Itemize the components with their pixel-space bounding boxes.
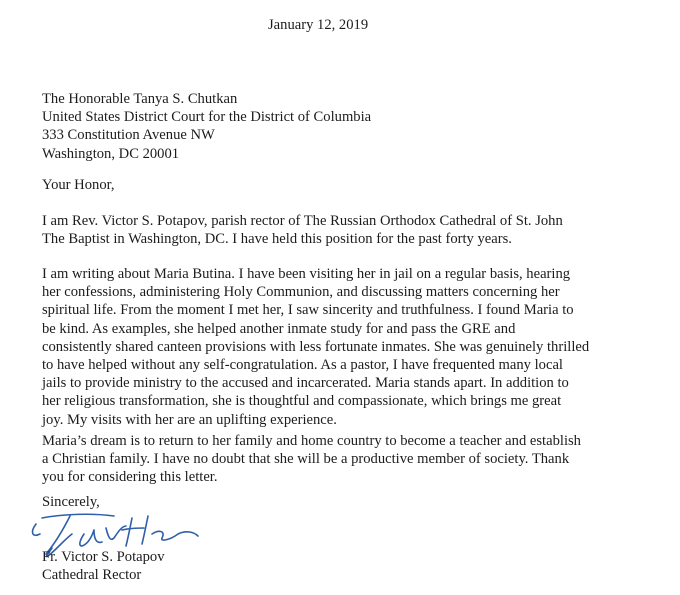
paragraph-line: I am writing about Maria Butina. I have been visiting her in jail on a regular basis, hearing: [42, 266, 571, 282]
paragraph-line: be kind. As examples, she helped another inmate study for and pass the GRE and: [42, 320, 516, 337]
paragraph-line: Maria’s dream is to return to her family and home country to become a teacher and establish: [42, 433, 581, 449]
letter-date: January 12, 2019: [268, 17, 369, 33]
closing: Sincerely,: [42, 494, 100, 510]
paragraph-line: her confessions, administering Holy Communion, and discussing matters concerning her: [42, 284, 560, 301]
paragraph-line: you for considering this letter.: [42, 469, 218, 486]
body-paragraph-3: [42, 432, 652, 487]
paragraph-line: to have helped without any self-congratulation. As a pastor, I have frequented many local: [42, 357, 563, 374]
recipient-line: 333 Constitution Avenue NW: [42, 127, 215, 144]
paragraph-line: consistently shared canteen provisions with less fortunate inmates. She was genuinely thrilled: [42, 338, 590, 355]
paragraph-line: spiritual life. From the moment I met her, I saw sincerity and truthfulness. I found Maria to: [42, 302, 574, 319]
recipient-line: The Honorable Tanya S. Chutkan: [42, 91, 238, 107]
recipient-line: Washington, DC 20001: [42, 145, 180, 162]
paragraph-line: The Baptist in Washington, DC. I have held this position for the past forty years.: [42, 231, 512, 248]
paragraph-line: joy. My visits with her are an uplifting experience.: [42, 411, 337, 428]
paragraph-line: I am Rev. Victor S. Potapov, parish rector of The Russian Orthodox Cathedral of St. John: [42, 213, 563, 229]
body-paragraph-2: [42, 265, 652, 429]
salutation: Your Honor,: [42, 177, 115, 193]
body-paragraph-1: [42, 212, 652, 248]
signer-title: Cathedral Rector: [42, 567, 142, 583]
recipient-address-block: [42, 90, 371, 163]
recipient-line: United States District Court for the District of Columbia: [42, 109, 372, 126]
paragraph-line: her religious transformation, she is thoughtful and compassionate, which brings me great: [42, 393, 562, 410]
signer-name: Fr. Victor S. Potapov: [42, 549, 165, 565]
paragraph-line: jails to provide ministry to the accused and incarcerated. Maria stands apart. In addition to: [42, 375, 569, 392]
paragraph-line: a Christian family. I have no doubt that she will be a productive member of society. Thank: [42, 451, 570, 468]
